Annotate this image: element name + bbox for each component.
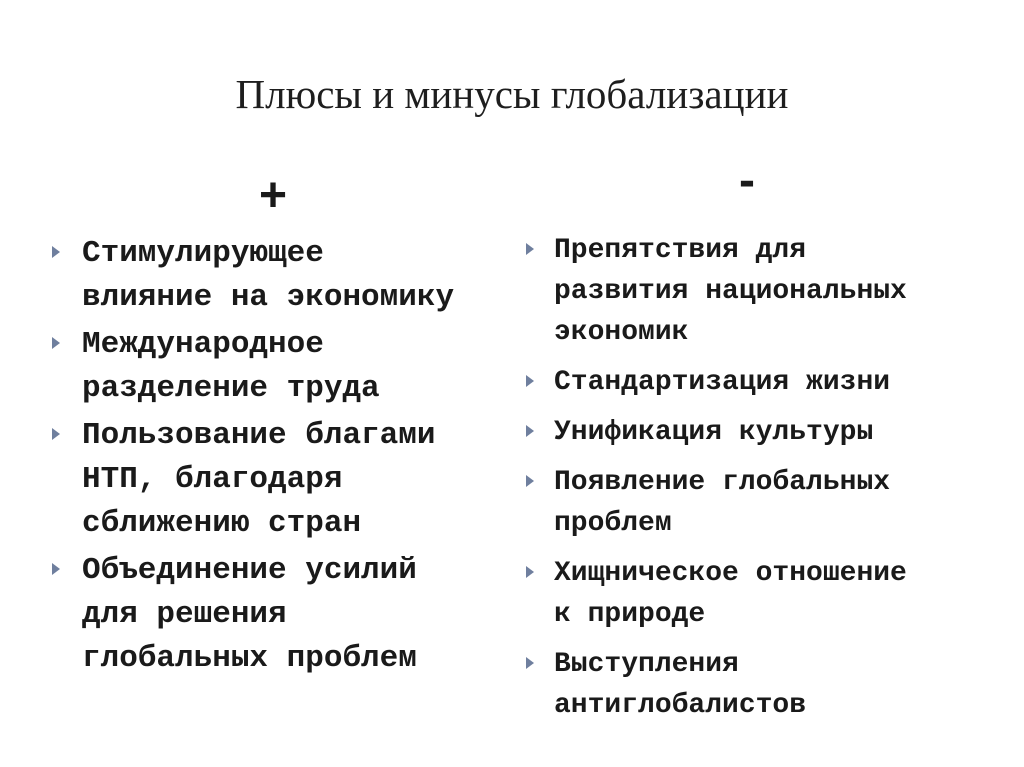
pros-item-line: Пользование благами bbox=[82, 418, 436, 453]
pros-item-line: НТП, благодаря bbox=[82, 462, 343, 497]
cons-item bbox=[522, 462, 992, 544]
cons-item-line: Стандартизация жизни bbox=[554, 367, 891, 398]
cons-item bbox=[522, 412, 992, 453]
pros-item-line: для решения bbox=[82, 597, 287, 632]
cons-item bbox=[522, 362, 992, 403]
triangle-bullet-icon bbox=[526, 657, 534, 669]
pros-item bbox=[44, 414, 484, 546]
cons-item-line: к природе bbox=[554, 599, 706, 630]
cons-item bbox=[522, 644, 992, 726]
cons-item-line: Выступления bbox=[554, 649, 739, 680]
pros-sign: + bbox=[258, 169, 288, 222]
cons-item-line: Препятствия для bbox=[554, 235, 807, 266]
triangle-bullet-icon bbox=[52, 563, 60, 575]
pros-item bbox=[44, 549, 484, 681]
cons-sign: - bbox=[739, 154, 755, 207]
pros-item-line: Международное bbox=[82, 327, 324, 362]
cons-item-line: Хищническое отношение bbox=[554, 558, 907, 589]
pros-item-line: сближению стран bbox=[82, 506, 362, 541]
triangle-bullet-icon bbox=[526, 475, 534, 487]
pros-item bbox=[44, 323, 484, 411]
cons-list bbox=[522, 230, 992, 735]
cons-item bbox=[522, 230, 992, 353]
triangle-bullet-icon bbox=[52, 337, 60, 349]
cons-item-line: Унификация культуры bbox=[554, 417, 874, 448]
pros-item-line: глобальных проблем bbox=[82, 641, 417, 676]
cons-item-line: развития национальных bbox=[554, 276, 907, 307]
cons-item-line: Появление глобальных bbox=[554, 467, 891, 498]
pros-item-line: влияние на экономику bbox=[82, 280, 455, 315]
pros-item-line: Объединение усилий bbox=[82, 553, 417, 588]
cons-item-line: антиглобалистов bbox=[554, 690, 807, 721]
slide-title: Плюсы и минусы глобализации bbox=[235, 71, 789, 117]
pros-list bbox=[44, 232, 484, 684]
triangle-bullet-icon bbox=[526, 425, 534, 437]
cons-item-line: проблем bbox=[554, 508, 672, 539]
cons-item bbox=[522, 553, 992, 635]
cons-item-line: экономик bbox=[554, 317, 689, 348]
triangle-bullet-icon bbox=[52, 246, 60, 258]
triangle-bullet-icon bbox=[52, 428, 60, 440]
triangle-bullet-icon bbox=[526, 243, 534, 255]
pros-item-line: Стимулирующее bbox=[82, 236, 324, 271]
pros-item bbox=[44, 232, 484, 320]
pros-item-line: разделение труда bbox=[82, 371, 380, 406]
triangle-bullet-icon bbox=[526, 566, 534, 578]
triangle-bullet-icon bbox=[526, 375, 534, 387]
